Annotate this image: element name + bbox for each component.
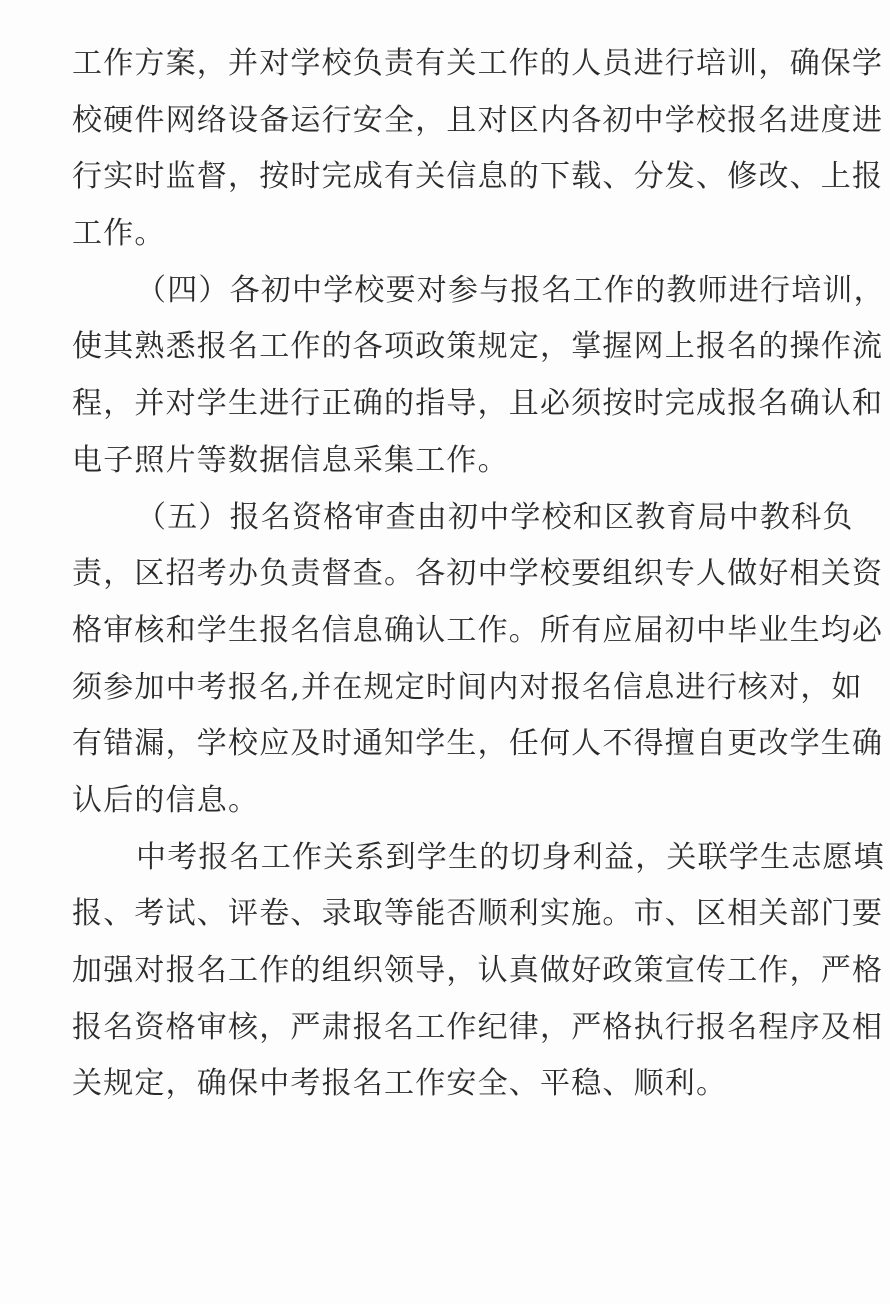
document-line: 行实时监督，按时完成有关信息的下载、分发、修改、上报 [72, 159, 884, 195]
document-line: 须参加中考报名,并在规定时间内对报名信息进行核对，如 [72, 669, 863, 705]
document-body [72, 36, 885, 1113]
document-line: 认后的信息。 [72, 782, 260, 818]
document-line: 工作方案，并对学校负责有关工作的人员进行培训，确保学 [72, 46, 884, 81]
document-line: 关规定，确保中考报名工作安全、平稳、顺利。 [72, 1066, 728, 1102]
document-line: 有错漏，学校应及时通知学生，任何人不得擅自更改学生确 [72, 726, 884, 762]
document-line: 程，并对学生进行正确的指导，且必须按时完成报名确认和 [72, 386, 884, 422]
document-line: （四）各初中学校要对参与报名工作的教师进行培训， [136, 272, 885, 308]
document-line: （五）报名资格审查由初中学校和区教育局中教科负 [136, 499, 854, 535]
document-line: 格审核和学生报名信息确认工作。所有应届初中毕业生均必 [72, 612, 884, 648]
document-line: 工作。 [72, 216, 166, 252]
document-line: 中考报名工作关系到学生的切身利益，关联学生志愿填 [136, 839, 885, 875]
document-line: 责，区招考办负责督查。各初中学校要组织专人做好相关资 [72, 556, 884, 592]
document-line: 电子照片等数据信息采集工作。 [72, 442, 509, 478]
document-line: 报名资格审核，严肃报名工作纪律，严格执行报名程序及相 [72, 1009, 884, 1045]
document-line: 使其熟悉报名工作的各项政策规定，掌握网上报名的操作流 [72, 329, 884, 365]
document-line: 加强对报名工作的组织领导，认真做好政策宣传工作，严格 [72, 953, 884, 988]
document-line: 报、考试、评卷、录取等能否顺利实施。市、区相关部门要 [72, 896, 884, 932]
document-line: 校硬件网络设备运行安全，且对区内各初中学校报名进度进 [72, 102, 884, 138]
